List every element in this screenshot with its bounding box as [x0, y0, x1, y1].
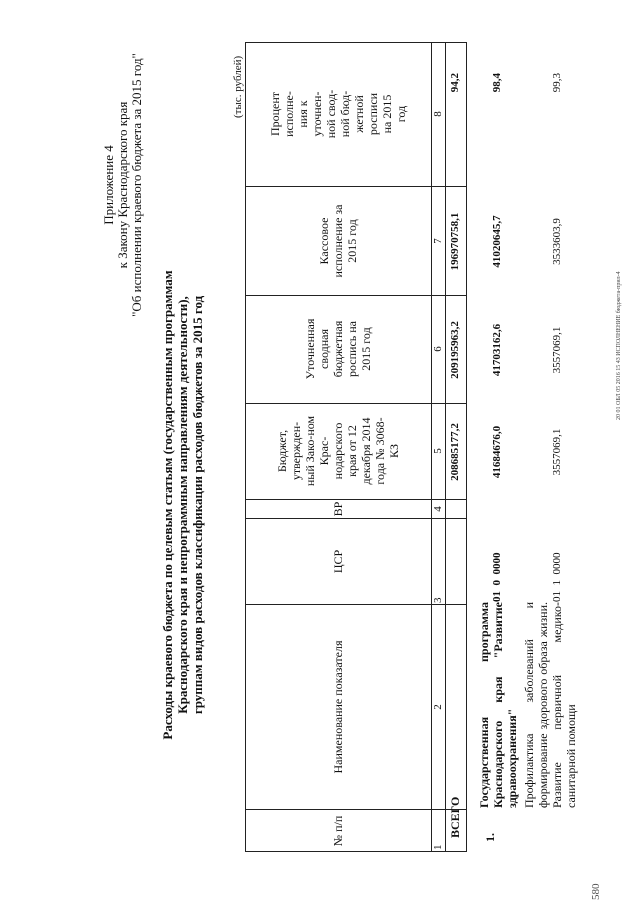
table-row-subprogram-budget: 3557069,1	[551, 428, 563, 476]
table-row-total-name: ВСЕГО	[448, 796, 462, 838]
header-budget: Бюджет, утвержден-ный Зако-ном Крас-нодарского края от 12 декабря 2014 года № 3068-КЗ	[275, 415, 401, 487]
table-row-subprogram-cash: 3533603,9	[551, 218, 563, 265]
title-line-2: Краснодарского края и непрограммным направлениям деятельности),	[175, 296, 190, 714]
title-line-3: группам видов расходов классификации расходов бюджетов за 2015 год	[190, 295, 205, 715]
col-number: 3	[432, 597, 444, 603]
header-csr: ЦСР	[331, 549, 345, 574]
col-number: 5	[432, 448, 444, 454]
col-number: 1	[432, 844, 444, 850]
table-row-total-budget: 208685177,2	[449, 423, 461, 481]
table-row-program-percent: 98,4	[491, 73, 503, 93]
header-name: Наименование показателя	[331, 640, 345, 774]
table-row-subprogram-refined: 3557069,1	[551, 326, 563, 374]
table-row-program-csr: 01 0 0000	[491, 552, 503, 602]
table-row-program-refined: 41703162,6	[491, 323, 503, 377]
appendix-line-3: "Об исполнении краевого бюджета за 2015 год"	[129, 53, 144, 317]
table-row-program-num: 1.	[483, 833, 497, 842]
col-number: 2	[432, 704, 444, 710]
footer-path: 20 01 ОБЛ 05 2016 15 43 ИСПОЛНЕНИЕ бюджета-прил-4	[616, 271, 622, 420]
col-number: 4	[432, 506, 444, 512]
col-number: 7	[432, 238, 444, 244]
page-number: 580	[590, 883, 602, 900]
header-vr: ВР	[331, 501, 345, 517]
table-row-program-budget: 41684676,0	[491, 425, 503, 479]
col-number: 8	[432, 111, 444, 117]
data-table	[245, 42, 578, 852]
document-title	[160, 155, 205, 855]
header-num: № п/п	[331, 815, 345, 847]
table-row-subprogram-percent: 99,3	[551, 73, 563, 93]
header-cash: Кассовое исполнение за 2015 год	[317, 204, 359, 278]
table-row-total-refined: 209195963,2	[449, 321, 461, 379]
header-refined: Уточненная сводная бюджетная роспись на 2015 год	[303, 318, 373, 380]
table-row-total-cash: 196970758,1	[449, 212, 461, 271]
header-percent: Процент исполне-ния к уточнен-ной свод-ной бюд-жетной росписи на 2015 год	[268, 89, 408, 139]
table-row-total-percent: 94,2	[449, 73, 461, 93]
units-label: (тыс. рублей)	[232, 55, 244, 118]
table-row-subprogram-csr: 01 1 0000	[551, 552, 563, 602]
table-row-program-name: Государственная программа Краснодарского края "Развитие здравоохранения"	[477, 602, 519, 808]
col-number: 6	[432, 346, 444, 352]
appendix-block	[102, 35, 144, 335]
appendix-line-2: к Закону Краснодарского края	[115, 101, 130, 269]
appendix-line-1: Приложение 4	[101, 145, 116, 225]
table-row-program-cash: 41020645,7	[491, 215, 503, 268]
title-line-1: Расходы краевого бюджета по целевым статьям (государственным программам	[160, 270, 175, 740]
table-row-subprogram-name: Профилактика заболеваний и формирование здорового образа жизни. Развитие первичной медико-санитарной помощи	[522, 602, 578, 808]
